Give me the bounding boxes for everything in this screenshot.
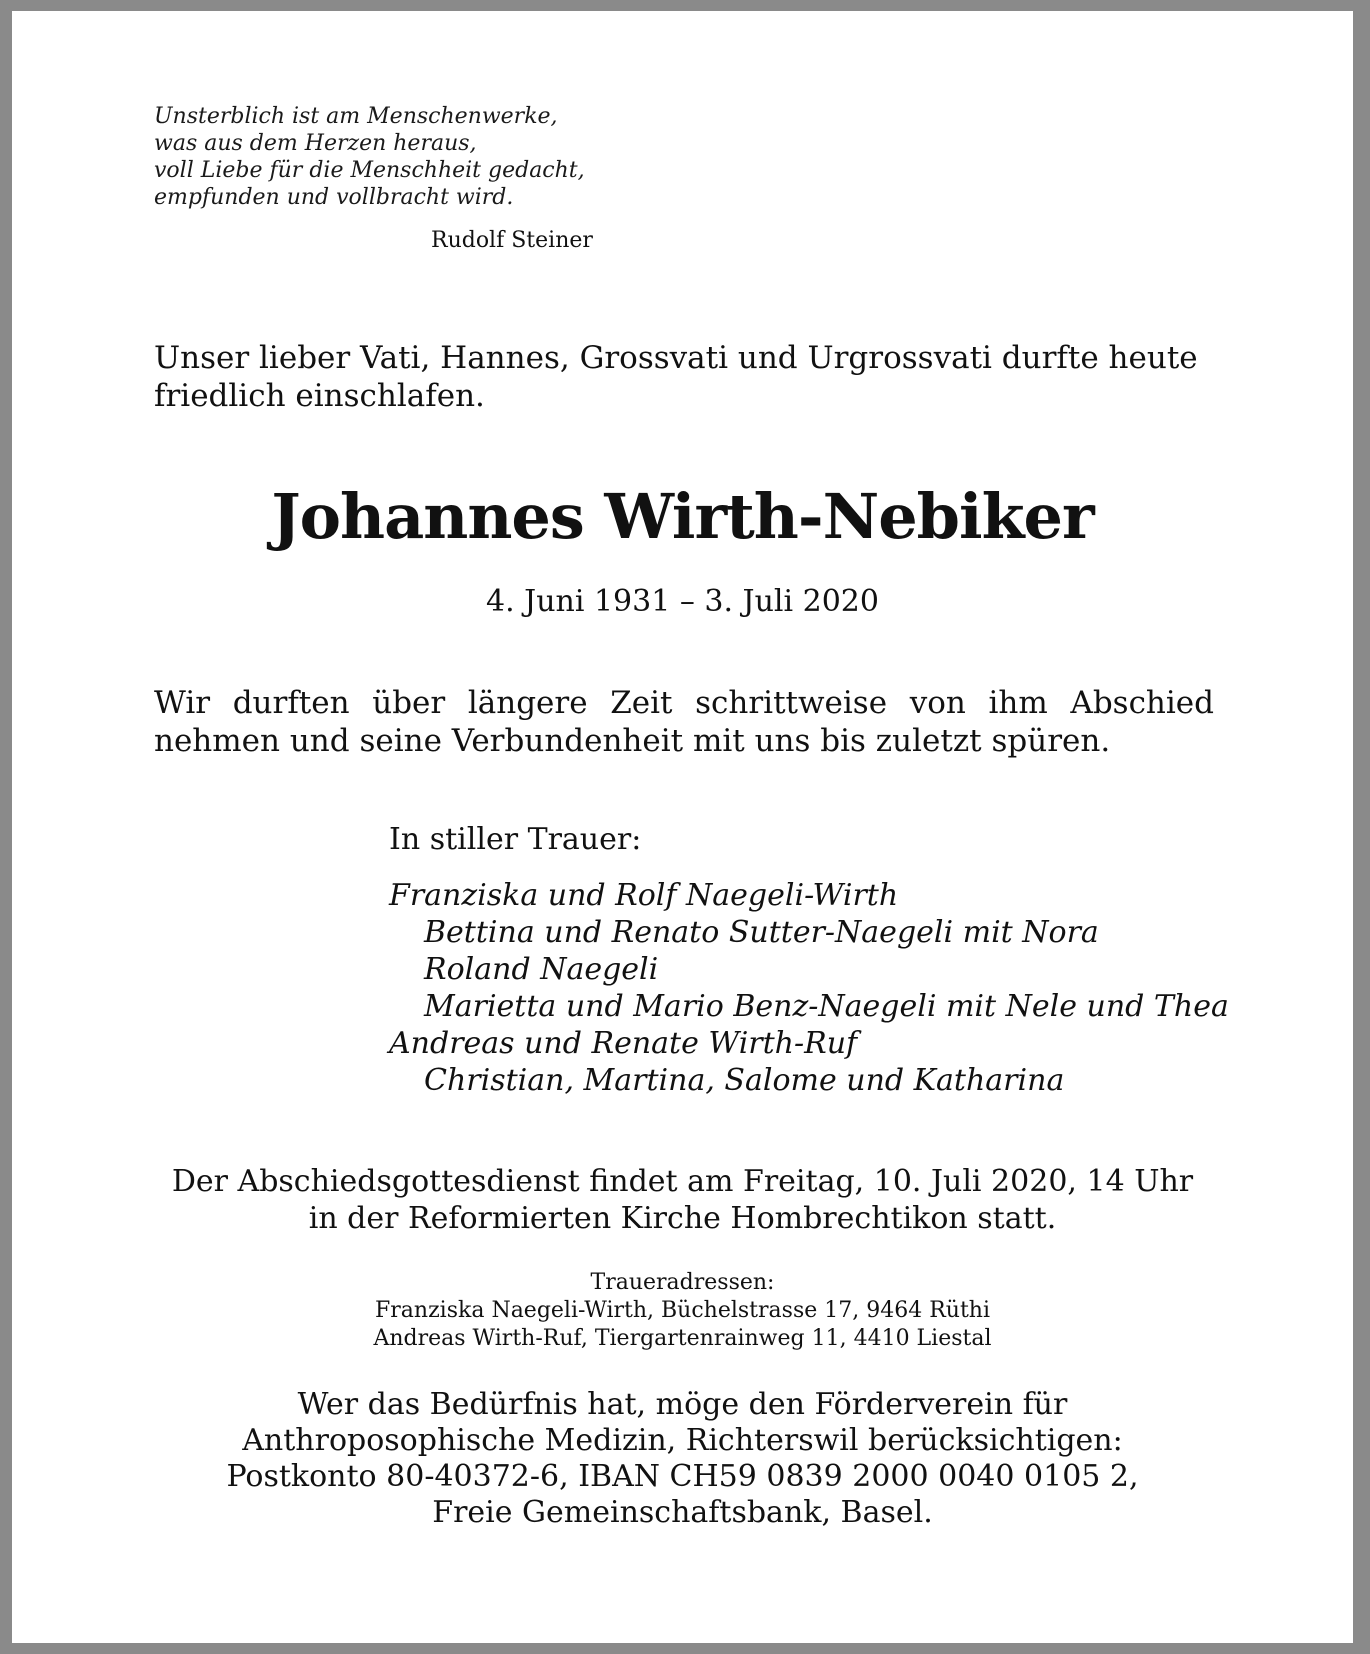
addresses-heading: Traueradressen:: [590, 1270, 775, 1295]
donation-line: Anthroposophische Medizin, Richterswil berücksichtigen:: [242, 1423, 1123, 1458]
mourner-line: Franziska und Rolf Naegeli-Wirth: [389, 878, 899, 913]
mourning-heading: In stiller Trauer:: [389, 822, 642, 857]
mourner-list: [389, 877, 1229, 1099]
mourner-line: Andreas und Renate Wirth-Ruf: [389, 1026, 858, 1061]
donation-line: Freie Gemeinschaftsbank, Basel.: [432, 1495, 933, 1530]
mourning-addresses: [12, 1269, 1353, 1353]
poem-line: was aus dem Herzen heraus,: [154, 131, 477, 156]
donation-line: Postkonto 80-40372-6, IBAN CH59 0839 2000 0040 0105 2,: [226, 1459, 1139, 1494]
poem-author: Rudolf Steiner: [431, 228, 593, 253]
deceased-name: Johannes Wirth-Nebiker: [271, 480, 1094, 553]
donation-line: Wer das Bedürfnis hat, möge den Förderverein für: [297, 1387, 1068, 1422]
poem-line: Unsterblich ist am Menschenwerke,: [154, 104, 558, 129]
mourner-line: Bettina und Renato Sutter-Naegeli mit Nora: [424, 915, 1099, 950]
address-line: Franziska Naegeli-Wirth, Büchelstrasse 17, 9464 Rüthi: [375, 1298, 990, 1323]
mourner-line: Roland Naegeli: [424, 952, 659, 987]
mourner-line: Marietta und Mario Benz-Naegeli mit Nele und Thea: [424, 989, 1229, 1024]
poem-line: voll Liebe für die Menschheit gedacht,: [154, 158, 585, 183]
poem-line: empfunden und vollbracht wird.: [154, 185, 514, 210]
service-line: Der Abschiedsgottesdienst findet am Freitag, 10. Juli 2020, 14 Uhr: [171, 1164, 1194, 1199]
intro-text: Unser lieber Vati, Hannes, Grossvati und Urgrossvati durfte heute friedlich einschlafen.: [154, 340, 1198, 414]
obituary-page: [12, 11, 1353, 1643]
poem-quote: [154, 103, 585, 211]
mourner-line: Christian, Martina, Salome und Katharina: [424, 1063, 1065, 1098]
service-line: in der Reformierten Kirche Hombrechtikon statt.: [308, 1201, 1057, 1236]
life-dates: 4. Juni 1931 – 3. Juli 2020: [486, 584, 879, 619]
donation-notice: [12, 1387, 1353, 1531]
address-line: Andreas Wirth-Ruf, Tiergartenrainweg 11, 4410 Liestal: [373, 1326, 992, 1351]
farewell-text: Wir durften über längere Zeit schrittweise von ihm Abschied nehmen und seine Verbundenheit mit uns bis zuletzt spüren.: [154, 685, 1214, 759]
service-announcement: [12, 1163, 1353, 1237]
